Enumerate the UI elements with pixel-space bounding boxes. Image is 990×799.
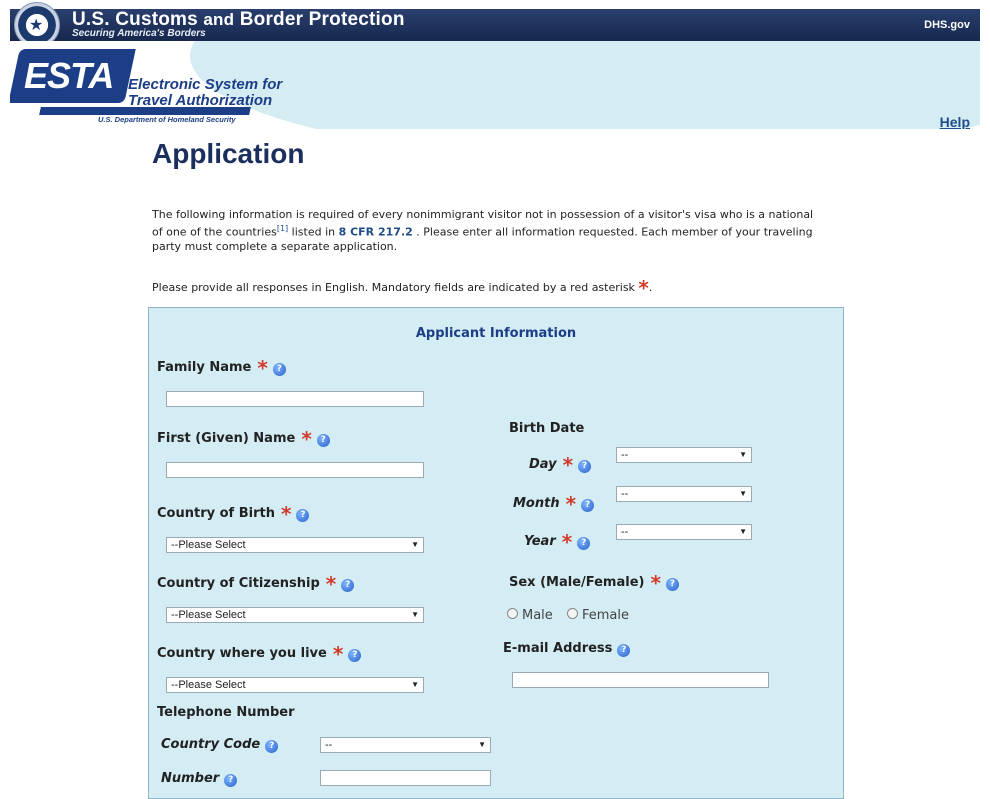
telephone-number-label: Telephone Number <box>157 705 295 720</box>
help-question-icon[interactable]: ? <box>341 579 354 592</box>
page-title: Application <box>152 138 305 169</box>
country-where-live-label: Country where you live * ? <box>157 642 361 666</box>
footnote-link[interactable]: [1] <box>276 224 289 233</box>
birth-day-select[interactable]: -- ▼ <box>616 447 752 463</box>
email-input[interactable] <box>512 672 769 688</box>
cfr-link[interactable]: 8 CFR 217.2 <box>338 225 413 239</box>
intro-text: The following information is required of every nonimmigrant visitor not in possession of a visitor's visa who is a national of one of the countries[1] listed in 8 CFR 217.2 . Please enter all information requested. Each member of your traveling party must complete a separate application. <box>152 208 814 253</box>
radio-circle-icon <box>507 608 518 619</box>
cbp-header-bar <box>10 9 980 41</box>
mandatory-note: Please provide all responses in English. Mandatory fields are indicated by a red asterisk *. <box>152 276 653 300</box>
birth-date-label: Birth Date <box>509 421 585 436</box>
red-asterisk-icon: * <box>638 276 649 300</box>
phone-number-input[interactable] <box>320 770 491 786</box>
dropdown-arrow-icon: ▼ <box>411 680 419 689</box>
email-label: E-mail Address ? <box>503 641 630 657</box>
help-question-icon[interactable]: ? <box>666 578 679 591</box>
family-name-input[interactable] <box>166 391 424 407</box>
year-label: Year * ? <box>524 530 590 554</box>
required-asterisk-icon: * <box>325 572 337 596</box>
help-question-icon[interactable]: ? <box>317 434 330 447</box>
required-asterisk-icon: * <box>332 642 344 666</box>
required-asterisk-icon: * <box>562 453 574 477</box>
dropdown-arrow-icon: ▼ <box>411 540 419 549</box>
dhs-department-label: U.S. Department of Homeland Security <box>98 115 236 124</box>
required-asterisk-icon: * <box>257 356 268 380</box>
dropdown-arrow-icon: ▼ <box>411 610 419 619</box>
help-question-icon[interactable]: ? <box>581 499 594 512</box>
number-label: Number ? <box>161 771 237 787</box>
country-of-birth-select[interactable]: --Please Select ▼ <box>166 537 424 553</box>
help-question-icon[interactable]: ? <box>578 460 591 473</box>
help-question-icon[interactable]: ? <box>273 363 286 376</box>
required-asterisk-icon: * <box>561 530 573 554</box>
esta-banner <box>10 41 980 129</box>
form-heading: Applicant Information <box>415 326 577 341</box>
family-name-label: Family Name * ? <box>157 356 286 380</box>
first-name-label: First (Given) Name * ? <box>157 427 330 451</box>
country-of-citizenship-select[interactable]: --Please Select ▼ <box>166 607 424 623</box>
esta-full-name: Electronic System for Travel Authorization <box>128 76 283 109</box>
country-code-select[interactable]: -- ▼ <box>320 737 491 753</box>
sex-male-radio[interactable]: Male <box>507 608 553 623</box>
first-name-input[interactable] <box>166 462 424 478</box>
birth-year-select[interactable]: -- ▼ <box>616 524 752 540</box>
dropdown-arrow-icon: ▼ <box>478 740 486 749</box>
cbp-seal-icon: ★ <box>14 2 60 48</box>
help-question-icon[interactable]: ? <box>348 649 361 662</box>
dropdown-arrow-icon: ▼ <box>739 450 747 459</box>
help-question-icon[interactable]: ? <box>617 644 630 657</box>
applicant-form <box>148 307 844 799</box>
country-of-citizenship-label: Country of Citizenship * ? <box>157 572 354 596</box>
month-label: Month * ? <box>513 492 594 516</box>
dropdown-arrow-icon: ▼ <box>739 527 747 536</box>
required-asterisk-icon: * <box>301 427 312 451</box>
dropdown-arrow-icon: ▼ <box>739 489 747 498</box>
help-question-icon[interactable]: ? <box>296 509 309 522</box>
help-question-icon[interactable]: ? <box>265 740 278 753</box>
country-where-live-select[interactable]: --Please Select ▼ <box>166 677 424 693</box>
sex-label: Sex (Male/Female) * ? <box>509 571 679 595</box>
required-asterisk-icon: * <box>650 571 661 595</box>
radio-circle-icon <box>567 608 578 619</box>
sex-female-radio[interactable]: Female <box>567 608 629 623</box>
help-link[interactable]: Help <box>939 114 970 129</box>
banner-swoosh <box>190 41 980 129</box>
agency-tagline: Securing America's Borders <box>72 28 206 39</box>
country-of-birth-label: Country of Birth * ? <box>157 502 309 526</box>
required-asterisk-icon: * <box>280 502 292 526</box>
day-label: Day * ? <box>529 453 591 477</box>
agency-name: U.S. Customs and Border Protection <box>72 9 405 30</box>
help-question-icon[interactable]: ? <box>224 774 237 787</box>
help-question-icon[interactable]: ? <box>577 537 590 550</box>
country-code-label: Country Code ? <box>161 737 278 753</box>
required-asterisk-icon: * <box>565 492 577 516</box>
dhs-link[interactable]: DHS.gov <box>924 19 970 31</box>
esta-logo-text: ESTA <box>24 55 114 96</box>
birth-month-select[interactable]: -- ▼ <box>616 486 752 502</box>
